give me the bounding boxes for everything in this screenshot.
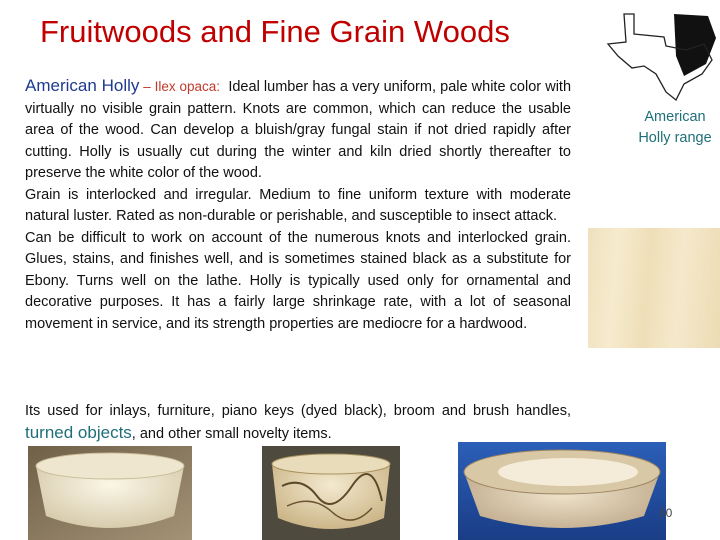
range-shading: [674, 14, 716, 76]
bowl-photo-2: [262, 446, 400, 540]
paragraph-1-text: Ideal lumber has a very uniform, pale white color with virtually no visible grain pattern. Knots are common, which can reduce the usable area of the wood. Can develop a bluish/gray fungal stain if not dried rapidly after cutting. Holly is usually cut during the winter and kiln dried shortly thereafter to preserve the white color of the wood.: [25, 79, 572, 181]
turned-objects-highlight: turned objects: [25, 423, 132, 442]
holly-range-map: [604, 4, 720, 104]
name-separator: –: [139, 79, 155, 94]
wood-sample-image: [588, 228, 720, 348]
range-label: American Holly range: [638, 109, 712, 146]
paragraph-2: Grain is interlocked and irregular. Medium to fine uniform texture with moderate natural luster. Rated as non-durable or perishable, and susceptible to insect attack.: [25, 186, 571, 224]
common-name: American Holly: [25, 76, 140, 95]
bowl-photo-1: [28, 446, 192, 540]
description-text: [25, 75, 571, 335]
uses-after: , and other small novelty items.: [131, 426, 332, 442]
bowl-photo-3: [458, 442, 666, 540]
paragraph-1: [25, 75, 571, 185]
uses-before: Its used for inlays, furniture, piano keys (dyed black), broom and brush handles,: [25, 403, 571, 419]
scientific-name: Ilex opaca:: [154, 79, 221, 94]
page-number: 50: [659, 506, 673, 520]
uses-text: [25, 400, 571, 445]
slide-title: Fruitwoods and Fine Grain Woods: [40, 14, 510, 49]
paragraph-3: Can be difficult to work on account of the numerous knots and interlocked grain. Glues, stains, and finishes well, and is sometimes stained black as a substitute for Ebony. Turns well on the lathe. Holly is typically used only for ornamental and decorative purposes. It has a fairly large shrinkage rate, with a lot of seasonal movement in service, and its strength properties are mediocre for a hardwood.: [25, 229, 571, 332]
